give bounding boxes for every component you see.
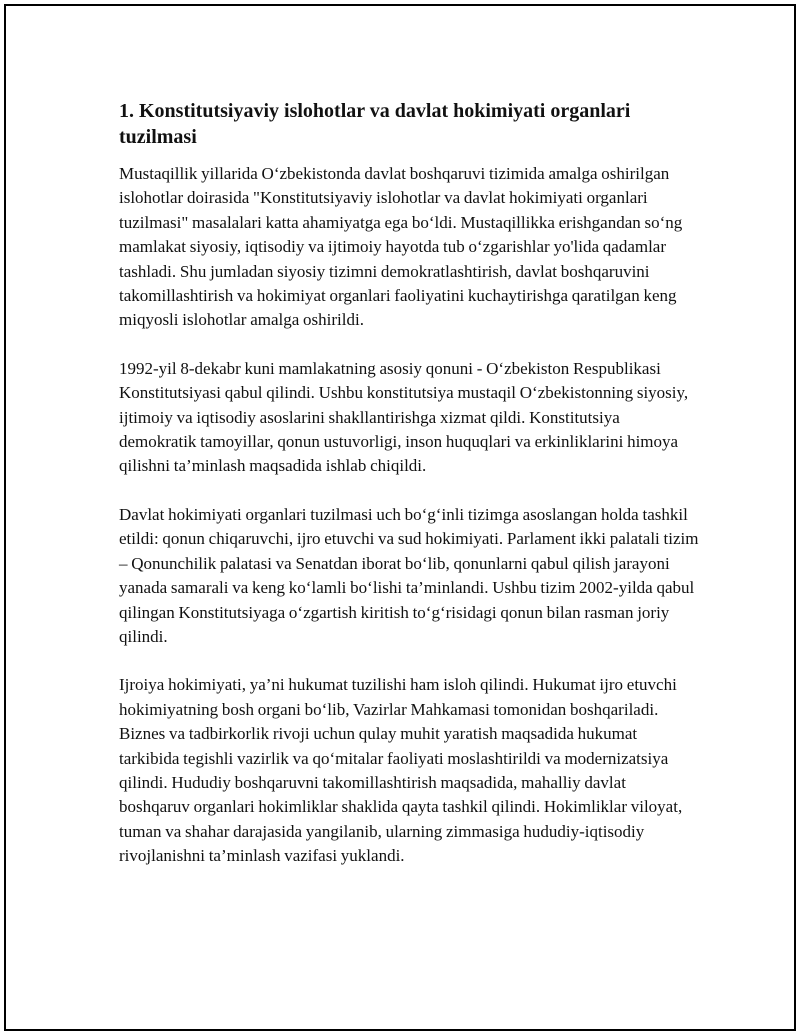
paragraph-1: Mustaqillik yillarida O‘zbekistonda davlat boshqaruvi tizimida amalga oshirilgan islohotlar doirasida "Konstitutsiyaviy islohotlar va davlat hokimiyati organlari tuzilmasi" masalalari katta ahamiyatga ega bo‘ldi. Mustaqillikka erishgandan so‘ng mamlakat siyosiy, iqtisodiy va ijtimoiy hayotda tub o‘zgarishlar yo'lida qadamlar tashladi. Shu jumladan siyosiy tizimni demokratlashtirish, davlat boshqaruvini takomillashtirish va hokimiyat organlari faoliyatini kuchaytirishga qaratilgan keng miqyosli islohotlar amalga oshirildi. xyxy=(119,164,683,330)
paragraph-4: Ijroiya hokimiyati, ya’ni hukumat tuzilishi ham isloh qilindi. Hukumat ijro etuvchi hokimiyatning bosh organi bo‘lib, Vazirlar Mahkamasi tomonidan boshqariladi. Biznes va tadbirkorlik rivoji uchun qulay muhit yaratish maqsadida hukumat tarkibida tegishli vazirlik va qo‘mitalar faoliyati moslashtirildi va modernizatsiya qilindi. Hududiy boshqaruvni takomillashtirish maqsadida, mahalliy davlat boshqaruv organlari hokimliklar shaklida qayta tashkil qilindi. Hokimliklar viloyat, tuman va shahar darajasida yangilanib, ularning zimmasiga hududiy-iqtisodiy rivojlanishni ta’minlash vazifasi yuklandi. xyxy=(119,675,683,866)
section-title: 1. Konstitutsiyaviy islohotlar va davlat hokimiyati organlari tuzilmasi xyxy=(119,100,631,148)
page-frame xyxy=(4,4,796,1031)
paragraph-3: Davlat hokimiyati organlari tuzilmasi uch bo‘g‘inli tizimga asoslangan holda tashkil etildi: qonun chiqaruvchi, ijro etuvchi va sud hokimiyati. Parlament ikki palatali tizim – Qonunchilik palatasi va Senatdan iborat bo‘lib, qonunlarni qabul qilish jarayoni yanada samarali va keng ko‘lamli bo‘lishi ta’minlandi. Ushbu tizim 2002-yilda qabul qilingan Konstitutsiyaga o‘zgartish kiritish to‘g‘risidagi qonun bilan rasman joriy qilindi. xyxy=(119,504,699,646)
paragraph-2: 1992-yil 8-dekabr kuni mamlakatning asosiy qonuni - O‘zbekiston Respublikasi Konstitutsiyasi qabul qilindi. Ushbu konstitutsiya mustaqil O‘zbekistonning siyosiy, ijtimoiy va iqtisodiy asoslarini shakllantirishga xizmat qildi. Konstitutsiya demokratik tamoyillar, qonun ustuvorligi, inson huquqlari va erkinliklarini himoya qilishni ta’minlash maqsadida ishlab chiqildi. xyxy=(119,358,689,476)
document-body xyxy=(119,98,699,893)
